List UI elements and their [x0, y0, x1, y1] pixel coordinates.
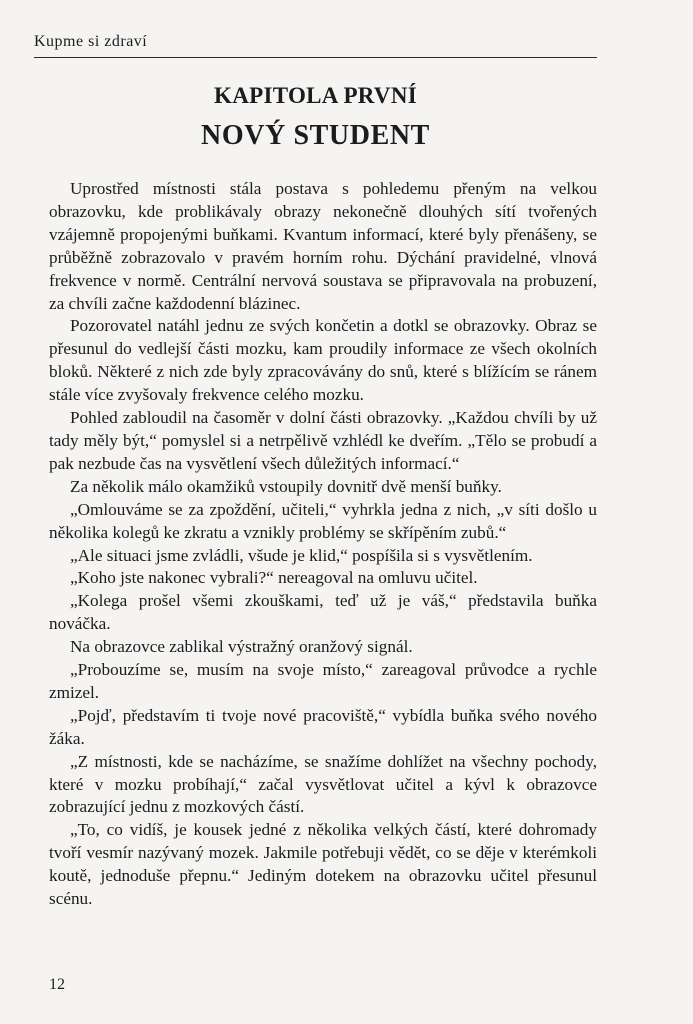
paragraph: „Koho jste nakonec vybrali?“ nereagoval na omluvu učitel.: [70, 568, 478, 588]
paragraph: „Probouzíme se, musím na svoje místo,“ zareagoval průvodce a rychle zmizel.: [49, 660, 597, 702]
chapter-title: NOVÝ STUDENT: [201, 120, 430, 151]
paragraph: Na obrazovce zablikal výstražný oranžový signál.: [70, 637, 413, 657]
paragraph: „Z místnosti, kde se nacházíme, se snažíme dohlížet na všechny pochody, které v mozku probíhají,“ začal vysvětlovat učitel a kývl k obrazovce zobrazující jednu z mozkových částí.: [49, 751, 597, 817]
header-rule: [34, 57, 597, 58]
page-number: 12: [49, 976, 65, 993]
paragraph: Za několik málo okamžiků vstoupily dovnitř dvě menší buňky.: [70, 476, 502, 496]
paragraph: „Kolega prošel všemi zkouškami, teď už je váš,“ představila buňka nováčka.: [49, 591, 597, 634]
chapter-label: KAPITOLA PRVNÍ: [214, 83, 417, 108]
running-header: Kupme si zdraví: [34, 33, 148, 50]
body-text: [49, 178, 597, 911]
paragraph: Uprostřed místnosti stála postava s pohledemu přeným na velkou obrazovku, kde problikávaly obrazy nekonečně dlouhých sítí tvořených vzájemně propojenými buňkami. Kvantum informací, které byly přenášeny, se průběžně zobrazovalo v pravém horním rohu. Dýchání pravidelné, vlnová frekvence v normě. Centrální nervová soustava se připravovala na probuzení, za chvíli začne každodenní blázinec.: [49, 179, 597, 313]
paragraph: „Pojď, představím ti tvoje nové pracoviště,“ vybídla buňka svého nového žáka.: [49, 705, 597, 748]
paragraph: Pohled zabloudil na časoměr v dolní části obrazovky. „Každou chvíli by už tady měly být,“ pomyslel si a netrpělivě vzhlédl ke dveřím. „Tělo se probudí a pak nezbude čas na vysvětlení všech důležitých informací.“: [49, 408, 597, 473]
paragraph: „Omlouváme se za zpoždění, učiteli,“ vyhrkla jedna z nich, „v síti došlo u několika kolegů ke zkratu a vznikly problémy se skřípěním zubů.“: [49, 499, 597, 542]
paragraph: „Ale situaci jsme zvládli, všude je klid,“ pospíšila si s vysvětlením.: [70, 545, 533, 565]
paragraph: Pozorovatel natáhl jednu ze svých končetin a dotkl se obrazovky. Obraz se přesunul do vedlejší části mozku, kam proudily informace ze všech okolních bloků. Některé z nich zde byly zpracovávány do snů, které s blížícím se ránem stále více zvyšovaly frekvence celého mozku.: [49, 316, 597, 405]
paragraph: „To, co vidíš, je kousek jedné z několika velkých částí, které dohromady tvoří vesmír nazývaný mozek. Jakmile potřebuji vědět, co se děje v kterémkoli koutě, jednoduše přepnu.“ Jediným dotekem na obrazovku učitel přesunul scénu.: [49, 820, 597, 909]
